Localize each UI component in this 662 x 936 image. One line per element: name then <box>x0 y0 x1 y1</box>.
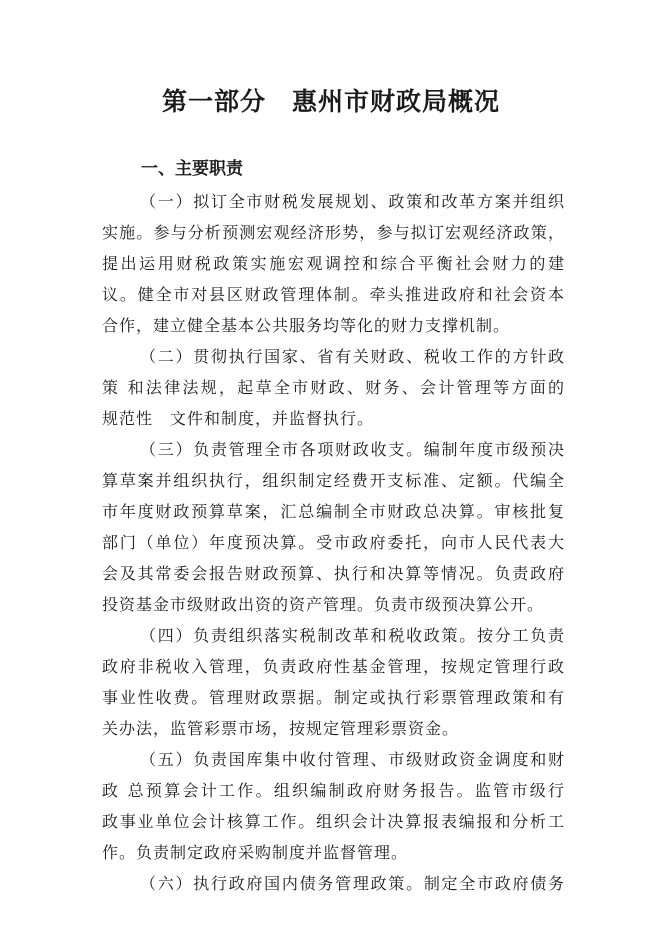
text-line: 合作，建立健全基本公共服务均等化的财力支撑机制。 <box>102 316 511 335</box>
paragraph <box>102 620 564 744</box>
document-body <box>102 186 564 899</box>
text-line: 部门（单位）年度预决算。受市政府委托，向市人民代表大 <box>102 533 564 552</box>
paragraph <box>102 186 564 341</box>
text-line: （六）执行政府国内债务管理政策。制定全市政府债务 <box>140 874 564 893</box>
text-line: （四）负责组织落实税制改革和税收政策。按分工负责 <box>140 626 564 645</box>
title-name: 惠州市财政局概况 <box>292 87 501 116</box>
text-line: （一）拟订全市财税发展规划、政策和改革方案并组织 <box>140 192 564 211</box>
text-line: 规范性 文件和制度，并监督执行。 <box>102 409 375 428</box>
text-line: 会及其常委会报告财政预算、执行和决算等情况。负责政府 <box>102 564 564 583</box>
text-line: 算草案并组织执行，组织制定经费开支标准、定额。代编全 <box>102 471 564 490</box>
text-line: 政事业单位会计核算工作。组织会计决算报表编报和分析工 <box>102 812 564 831</box>
text-line: 实施。参与分析预测宏观经济形势，参与拟订宏观经济政策， <box>102 223 564 242</box>
text-line: 议。健全市对县区财政管理体制。牵头推进政府和社会资本 <box>102 285 564 304</box>
paragraph <box>102 434 564 620</box>
text-line: （五）负责国库集中收付管理、市级财政资金调度和财 <box>140 750 564 769</box>
title-part: 第一部分 <box>161 87 266 116</box>
text-line: 关办法，监管彩票市场，按规定管理彩票资金。 <box>102 719 460 738</box>
text-line: 事业性收费。管理财政票据。制定或执行彩票管理政策和有 <box>102 688 564 707</box>
text-line: （三）负责管理全市各项财政收支。编制年度市级预决 <box>140 440 564 459</box>
paragraph <box>102 868 564 899</box>
text-line: 政府非税收入管理，负责政府性基金管理，按规定管理行政 <box>102 657 564 676</box>
text-line: 提出运用财税政策实施宏观调控和综合平衡社会财力的建 <box>102 254 564 273</box>
page-title <box>0 82 662 118</box>
section-heading: 一、主要职责 <box>141 159 243 179</box>
text-line: 政 总预算会计工作。组织编制政府财务报告。监管市级行 <box>102 781 564 800</box>
paragraph <box>102 341 564 434</box>
text-line: 投资基金市级财政出资的资产管理。负责市级预决算公开。 <box>102 595 545 614</box>
text-line: （二）贯彻执行国家、省有关财政、税收工作的方针政 <box>140 347 564 366</box>
text-line: 作。负责制定政府采购制度并监督管理。 <box>102 843 409 862</box>
text-line: 市年度财政预算草案，汇总编制全市财政总决算。审核批复 <box>102 502 564 521</box>
text-line: 策 和法律法规，起草全市财政、财务、会计管理等方面的 <box>102 378 564 397</box>
paragraph <box>102 744 564 868</box>
